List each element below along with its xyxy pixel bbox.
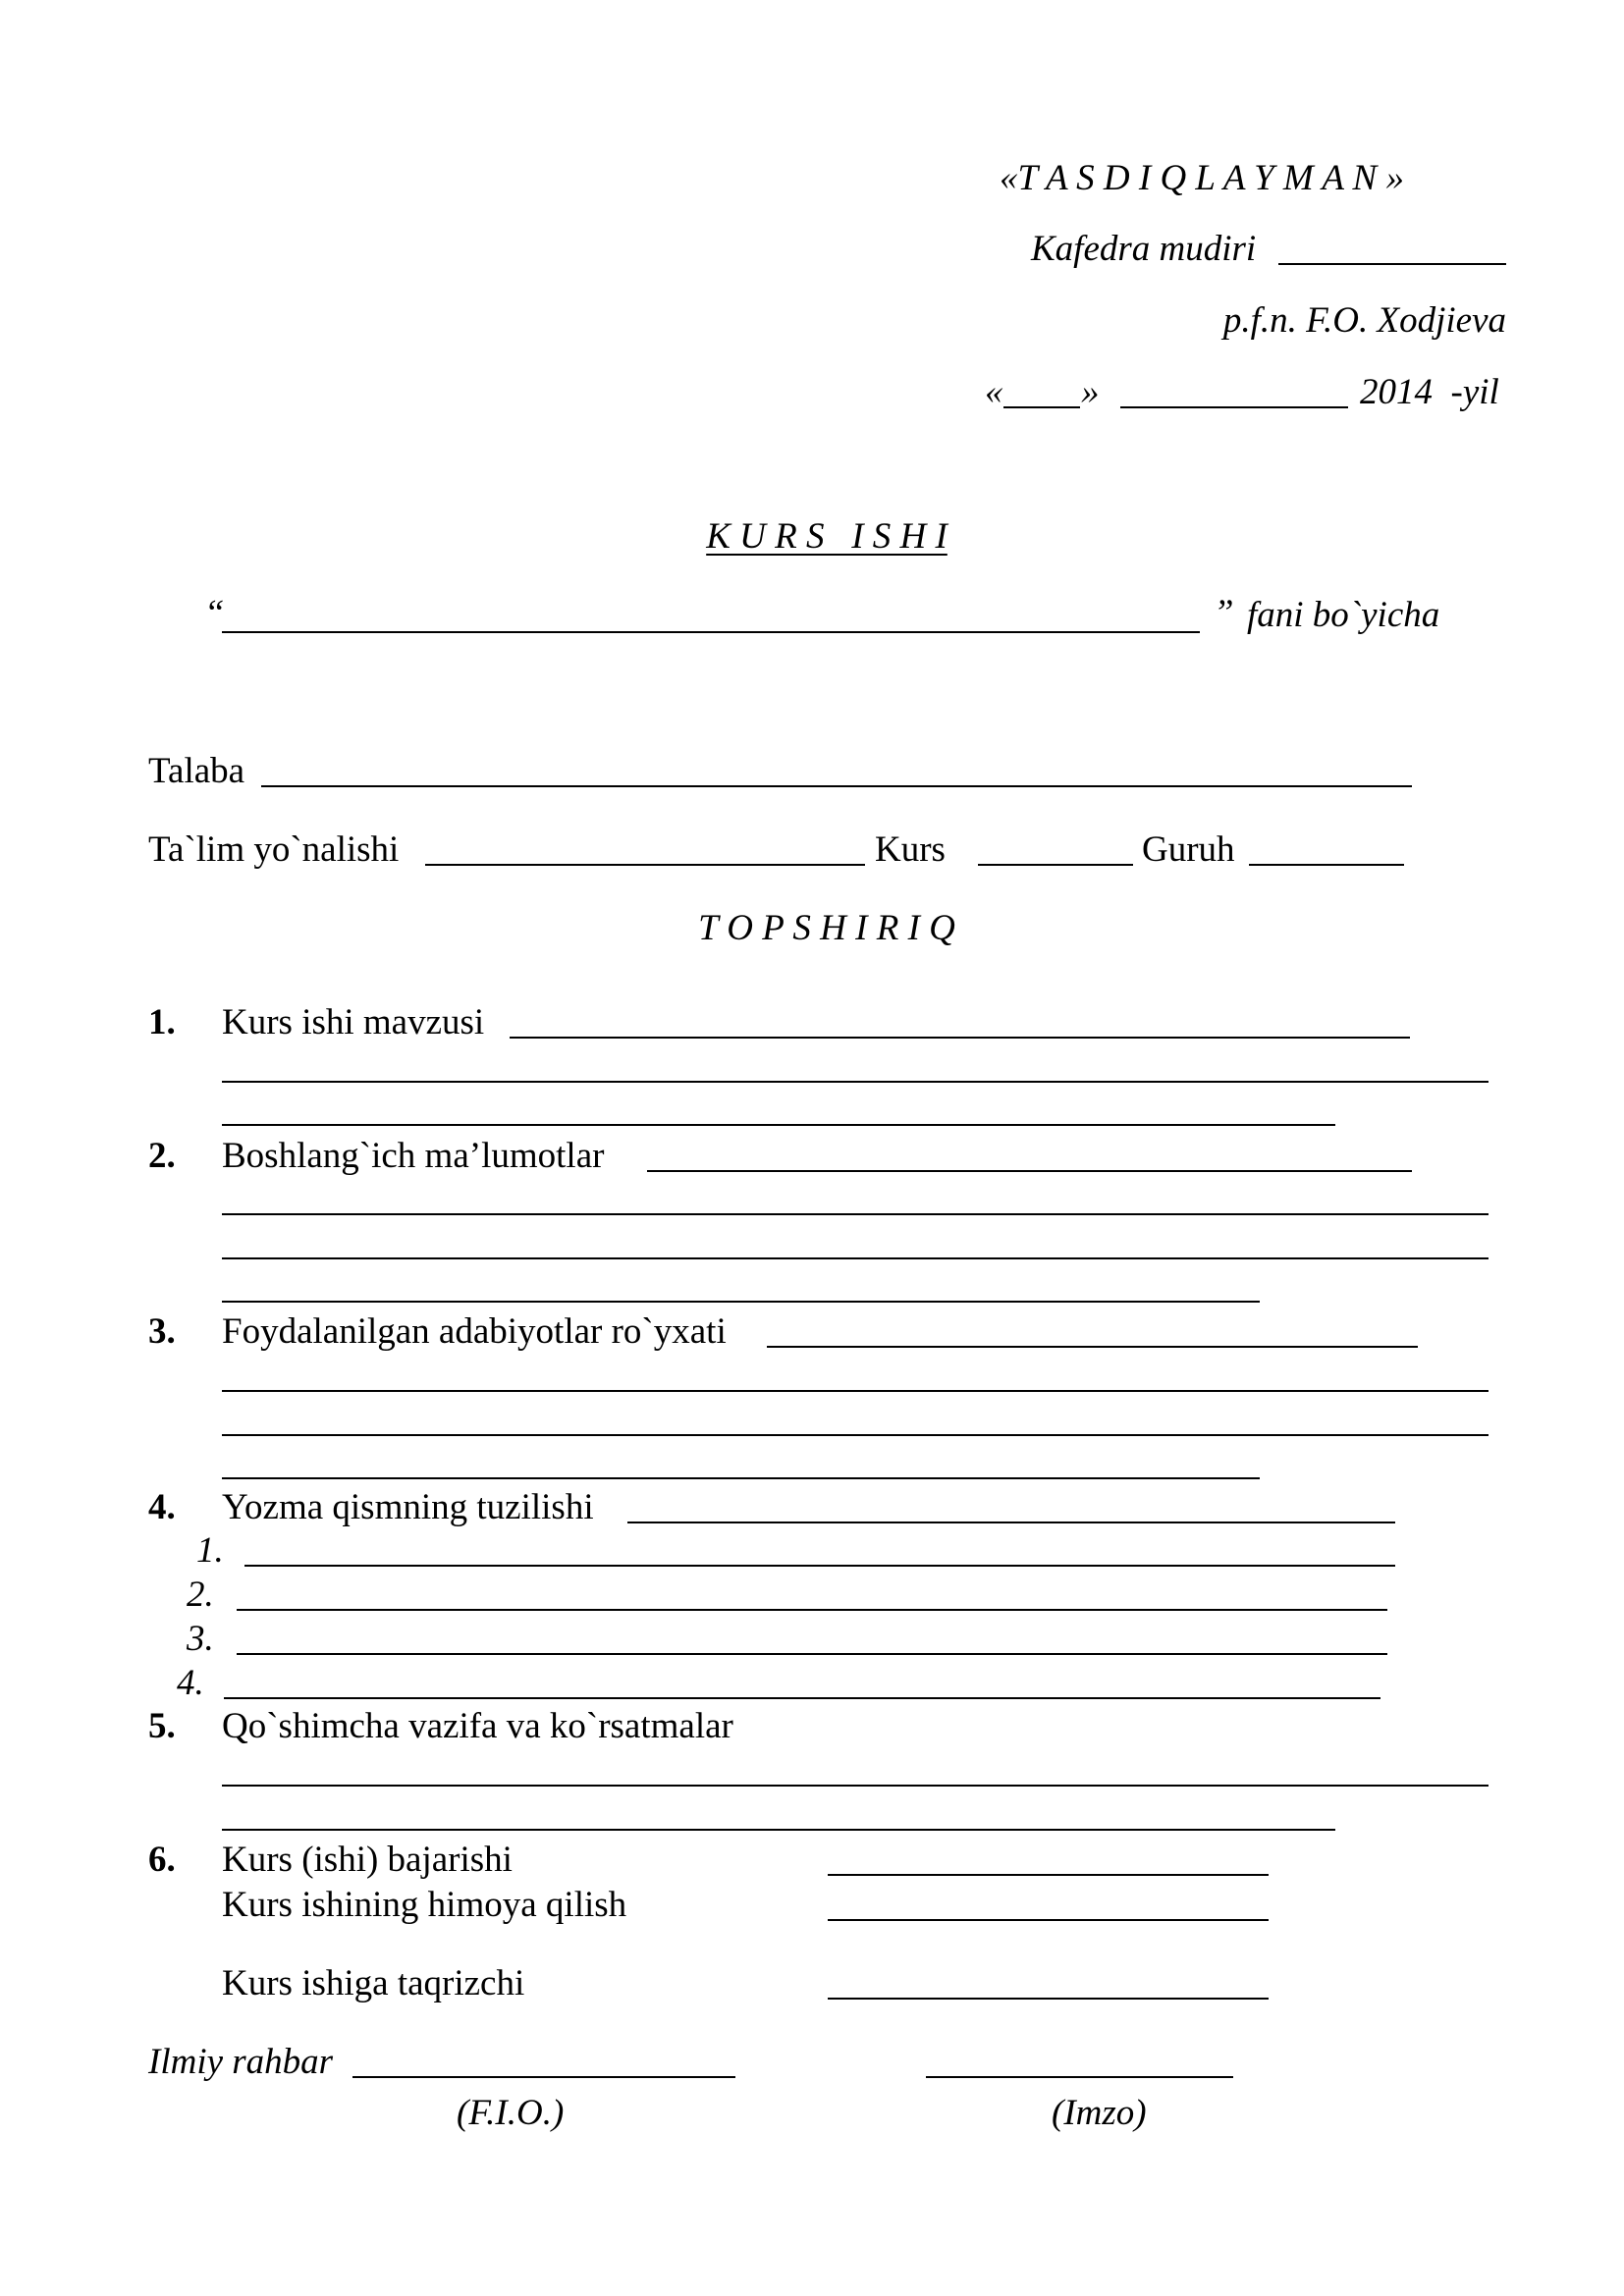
item-6-line-c[interactable] xyxy=(828,1998,1269,2000)
study-direction-line[interactable] xyxy=(425,864,865,866)
supervisor-signature-caption: (Imzo) xyxy=(1052,2093,1147,2133)
item-6-line-b[interactable] xyxy=(828,1919,1269,1921)
supervisor-signature-line[interactable] xyxy=(926,2076,1233,2078)
item-4-sub-4-number: 4. xyxy=(177,1663,204,1703)
subject-suffix: fani bo`yicha xyxy=(1247,595,1440,635)
item-4-sub-3-line[interactable] xyxy=(237,1653,1387,1655)
approval-month-line[interactable] xyxy=(1120,406,1348,408)
student-name-line[interactable] xyxy=(261,785,1412,787)
department-head-signature-line[interactable] xyxy=(1278,263,1506,265)
student-label: Talaba xyxy=(148,751,245,791)
item-5-label: Qo`shimcha vazifa va ko`rsatmalar xyxy=(222,1706,733,1746)
item-2-label: Boshlang`ich ma’lumotlar xyxy=(222,1136,605,1176)
course-line[interactable] xyxy=(978,864,1133,866)
item-1-line-c[interactable] xyxy=(222,1124,1335,1126)
item-3-number: 3. xyxy=(148,1311,176,1352)
item-3-line-a[interactable] xyxy=(767,1346,1418,1348)
item-5-line-a[interactable] xyxy=(222,1785,1489,1787)
document-title: K U R S I S H I xyxy=(706,516,947,557)
approval-day-line[interactable] xyxy=(1003,406,1080,408)
course-label: Kurs xyxy=(875,829,946,870)
task-heading: T O P S H I R I Q xyxy=(698,908,955,948)
item-4-sub-2-line[interactable] xyxy=(237,1609,1387,1611)
item-4-sub-3-number: 3. xyxy=(187,1619,214,1659)
item-4-sub-1-number: 1. xyxy=(196,1530,224,1571)
item-6-label-b: Kurs ishining himoya qilish xyxy=(222,1885,627,1925)
item-4-number: 4. xyxy=(148,1487,176,1527)
item-1-label: Kurs ishi mavzusi xyxy=(222,1002,485,1042)
item-1-line-a[interactable] xyxy=(510,1037,1410,1039)
item-3-label: Foydalanilgan adabiyotlar ro`yxati xyxy=(222,1311,727,1352)
item-2-line-d[interactable] xyxy=(222,1301,1260,1303)
item-4-sub-2-number: 2. xyxy=(187,1575,214,1615)
item-1-line-b[interactable] xyxy=(222,1081,1489,1083)
item-3-line-d[interactable] xyxy=(222,1477,1260,1479)
item-3-line-b[interactable] xyxy=(222,1390,1489,1392)
department-head-label: Kafedra mudiri xyxy=(1031,229,1257,269)
approval-date-close-quote: » xyxy=(1081,372,1100,412)
department-head-name: p.f.n. F.O. Xodjieva xyxy=(1222,300,1506,341)
item-1-number: 1. xyxy=(148,1002,176,1042)
item-2-line-c[interactable] xyxy=(222,1257,1489,1259)
item-2-number: 2. xyxy=(148,1136,176,1176)
item-5-line-b[interactable] xyxy=(222,1829,1335,1831)
approval-year: 2014 -yil xyxy=(1360,372,1499,412)
item-4-sub-4-line[interactable] xyxy=(224,1697,1380,1699)
item-4-sub-1-line[interactable] xyxy=(244,1565,1395,1567)
supervisor-label: Ilmiy rahbar xyxy=(148,2042,334,2082)
item-6-label-a: Kurs (ishi) bajarishi xyxy=(222,1840,513,1880)
approval-date-open-quote: « xyxy=(985,372,1003,412)
item-4-label: Yozma qismning tuzilishi xyxy=(222,1487,594,1527)
item-6-number: 6. xyxy=(148,1840,176,1880)
item-3-line-c[interactable] xyxy=(222,1434,1489,1436)
supervisor-fio-caption: (F.I.O.) xyxy=(457,2093,565,2133)
item-4-line-a[interactable] xyxy=(627,1522,1395,1523)
group-line[interactable] xyxy=(1249,864,1404,866)
group-label: Guruh xyxy=(1142,829,1235,870)
item-6-line-a[interactable] xyxy=(828,1874,1269,1876)
study-direction-label: Ta`lim yo`nalishi xyxy=(148,829,400,870)
subject-open-quote: “ xyxy=(204,593,225,633)
item-6-label-c: Kurs ishiga taqrizchi xyxy=(222,1963,525,2003)
subject-name-line[interactable] xyxy=(222,631,1200,633)
supervisor-name-line[interactable] xyxy=(352,2076,735,2078)
subject-close-quote: ” xyxy=(1214,593,1234,633)
item-5-number: 5. xyxy=(148,1706,176,1746)
approval-heading: «T A S D I Q L A Y M A N » xyxy=(1000,158,1404,198)
item-2-line-a[interactable] xyxy=(647,1170,1412,1172)
item-2-line-b[interactable] xyxy=(222,1213,1489,1215)
